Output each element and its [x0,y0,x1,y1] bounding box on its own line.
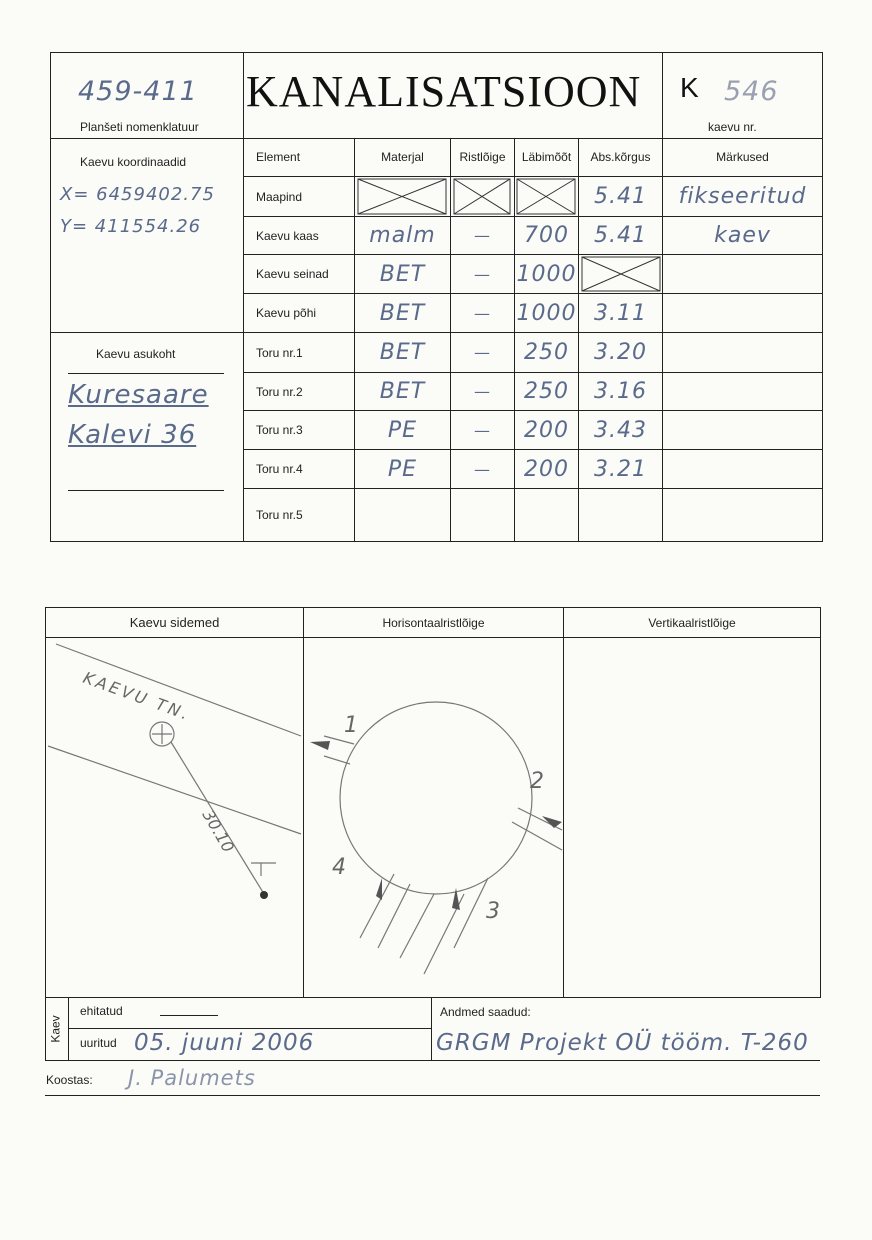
pipe-4-label: 4 [332,855,346,880]
sketch-header-horizontal: Horisontaalristlõige [382,615,485,630]
cell-element: Kaevu põhi [256,306,317,320]
andmed-label: Andmed saadud: [440,1005,531,1019]
cell-material [355,489,450,541]
well-prefix: K [680,72,699,103]
cell-material: PE [387,456,418,482]
cell-labimoot [515,177,578,216]
andmed-value: GRGM Projekt OÜ tööm. T-260 [436,1030,809,1056]
cell-element: Maapind [256,189,303,204]
cell-element: Toru nr.3 [256,423,303,437]
well-number-value: 546 [724,76,779,107]
street-label: KAEVU TN. [80,667,194,725]
cell-material: BET [379,261,426,287]
cell-ristloige: — [474,303,491,323]
col-header-ristloige: Ristlõige [459,150,506,164]
cell-material: malm [369,223,436,248]
cell-labimoot: 700 [524,223,569,248]
cell-ristloige: — [474,264,491,284]
cell-abs: 3.43 [594,417,647,443]
col-header-notes: Märkused [716,150,769,164]
cell-element: Toru nr.4 [256,462,303,476]
cell-notes: fikseeritud [678,184,807,209]
cell-element: Toru nr.5 [256,508,303,522]
location-label: Kaevu asukoht [96,347,176,361]
cell-material: BET [379,340,426,365]
cell-labimoot: 200 [524,417,569,443]
col-header-material: Materjal [381,150,424,164]
cell-abs: 3.16 [594,379,647,404]
cell-notes [663,294,822,332]
col-header-abs: Abs.kõrgus [590,150,651,164]
cell-material: BET [379,300,426,326]
location-line-1: Kuresaare [68,380,209,410]
cell-abs: 5.41 [594,223,647,248]
cell-ristloige: — [474,420,491,440]
cell-notes: kaev [714,223,771,248]
link-sketch [46,638,303,997]
uuritud-label: uuritud [80,1036,117,1050]
cell-ristloige: — [474,343,491,362]
cell-notes [663,373,822,410]
cell-abs [579,255,662,293]
cell-notes [663,489,822,541]
cell-labimoot: 200 [524,456,569,482]
cell-labimoot: 1000 [516,261,577,287]
sketch-header-links: Kaevu sidemed [129,615,220,630]
cell-element: Toru nr.2 [256,384,303,399]
cell-abs: 3.11 [594,300,647,326]
pipe-2-label: 2 [530,769,544,794]
cell-element: Kaevu kaas [256,228,319,243]
plansheet-value: 459-411 [78,76,198,107]
cell-notes [663,255,822,293]
cell-element: Kaevu seinad [256,267,329,281]
cell-material: PE [387,417,418,443]
cell-labimoot: 250 [524,379,569,404]
cell-abs [579,489,662,541]
cell-ristloige: — [474,459,491,479]
koostas-value: J. Palumets [128,1066,256,1090]
cell-notes [663,333,822,372]
cell-abs: 3.20 [594,340,647,365]
cell-material [355,177,450,216]
cell-notes [663,411,822,449]
cell-material: BET [379,379,426,404]
pipe-1-label: 1 [344,713,358,738]
well-number-label: kaevu nr. [708,120,757,134]
horizontal-section-sketch [304,638,563,997]
col-header-element: Element [256,150,301,164]
cell-labimoot [515,489,578,541]
location-line-2: Kalevi 36 [68,420,197,450]
col-header-labimoot: Läbimõõt [521,150,572,164]
sketch-header-vertical: Vertikaalristlõige [648,615,736,630]
cell-ristloige [451,489,514,541]
uuritud-value: 05. juuni 2006 [134,1030,315,1056]
cell-ristloige: — [474,382,491,401]
pipe-3-label: 3 [486,899,500,924]
cell-ristloige: — [474,226,491,245]
cell-element: Toru nr.1 [256,345,303,360]
cell-abs: 5.41 [594,184,647,209]
distance-label: 30.10 [198,806,238,856]
koostas-label: Koostas: [46,1073,93,1087]
cell-ristloige [451,177,514,216]
ehitatud-label: ehitatud [80,1004,123,1018]
cell-notes [663,450,822,488]
footer-side-label: Kaev [48,1015,63,1043]
coord-y: Y= 411554.26 [60,216,202,237]
plansheet-label: Planšeti nomenklatuur [80,120,199,134]
coords-label: Kaevu koordinaadid [80,155,187,169]
cell-labimoot: 1000 [516,300,577,326]
cell-labimoot: 250 [524,340,569,365]
cell-abs: 3.21 [594,456,647,482]
coord-x: X= 6459402.75 [60,184,215,205]
page-title: KANALISATSIOON [246,67,642,116]
